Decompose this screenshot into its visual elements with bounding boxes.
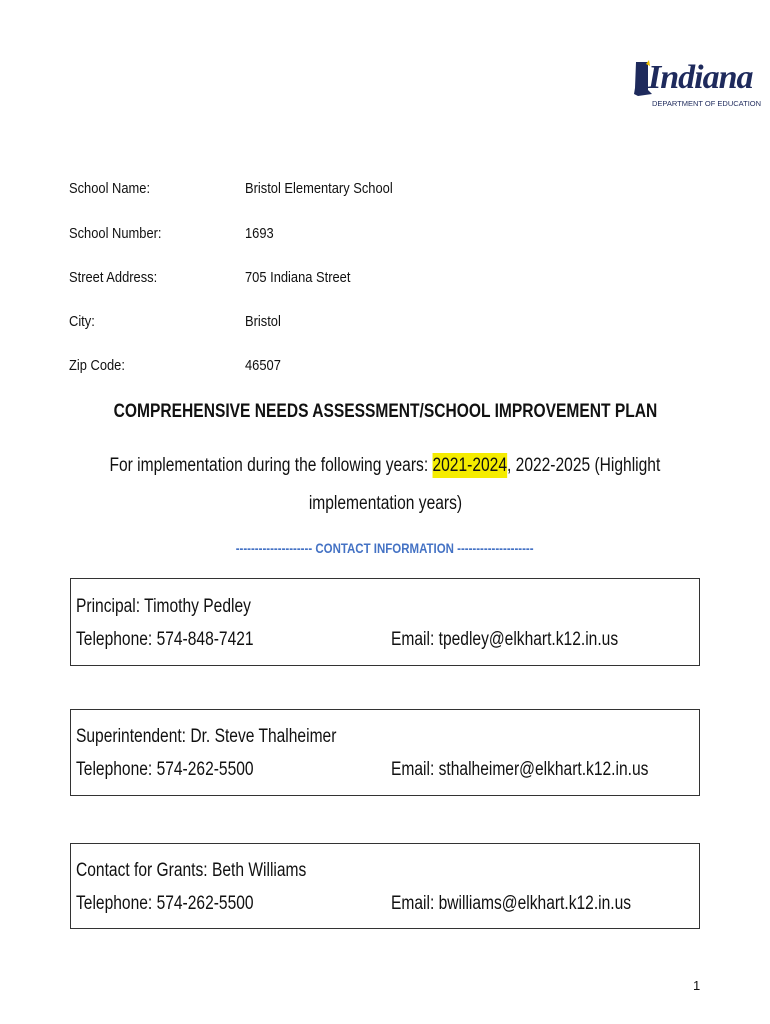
page-number: 1: [693, 978, 701, 993]
grants-email: Email: bwilliams@elkhart.k12.in.us: [391, 893, 632, 914]
implementation-line-2-text: implementation years): [308, 493, 462, 514]
implementation-line-1: [0, 455, 770, 477]
logo-wordmark: Indiana: [648, 59, 753, 96]
implementation-line-2: [0, 493, 770, 515]
highlighted-years: 2021-2024: [432, 455, 508, 476]
school-number-value: 1693: [245, 225, 274, 242]
grants-telephone: Telephone: 574-262-5500: [76, 893, 254, 914]
grants-contact-box: [70, 843, 700, 929]
implementation-prefix: For implementation during the following years:: [109, 455, 433, 476]
contact-information-heading: [0, 540, 770, 556]
city-value: Bristol: [245, 313, 281, 330]
logo-subtitle: DEPARTMENT OF EDUCATION: [652, 99, 762, 108]
contact-heading-text: -------------------- CONTACT INFORMATION --------------------: [236, 540, 534, 556]
plan-title: [0, 401, 770, 423]
street-address-value: 705 Indiana Street: [245, 269, 351, 286]
plan-title-text: COMPREHENSIVE NEEDS ASSESSMENT/SCHOOL IMPROVEMENT PLAN: [113, 401, 657, 422]
street-address-label: Street Address:: [69, 269, 158, 286]
city-label: City:: [69, 313, 95, 330]
superintendent-contact-box: [70, 709, 700, 796]
superintendent-telephone: Telephone: 574-262-5500: [76, 759, 254, 780]
implementation-suffix: , 2022-2025 (Highlight: [507, 455, 661, 476]
principal-name: Principal: Timothy Pedley: [76, 596, 251, 617]
zip-code-value: 46507: [245, 357, 281, 374]
zip-code-label: Zip Code:: [69, 357, 125, 374]
principal-email: Email: tpedley@elkhart.k12.in.us: [391, 629, 619, 650]
principal-telephone: Telephone: 574-848-7421: [76, 629, 254, 650]
school-number-label: School Number:: [69, 225, 162, 242]
superintendent-name: Superintendent: Dr. Steve Thalheimer: [76, 726, 337, 747]
indiana-doe-logo: [632, 58, 762, 114]
school-name-label: School Name:: [69, 180, 151, 197]
school-name-value: Bristol Elementary School: [245, 180, 393, 197]
superintendent-email: Email: sthalheimer@elkhart.k12.in.us: [391, 759, 649, 780]
principal-contact-box: [70, 578, 700, 666]
grants-contact-name: Contact for Grants: Beth Williams: [76, 860, 307, 881]
